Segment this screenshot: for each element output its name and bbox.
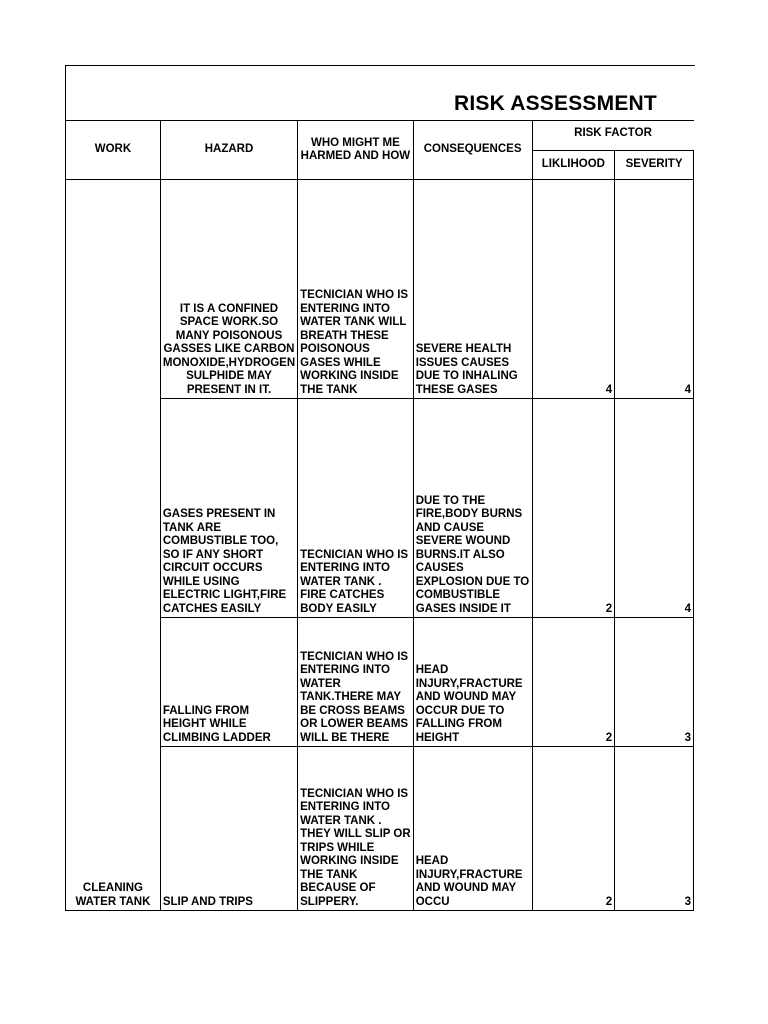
likelihood-cell: 2 <box>532 399 615 618</box>
hazard-cell: SLIP AND TRIPS <box>160 747 297 911</box>
consequences-cell: DUE TO THE FIRE,BODY BURNS AND CAUSE SEVERE WOUND BURNS.IT ALSO CAUSES EXPLOSION DUE TO COMBUSTIBLE GASES INSIDE IT <box>413 399 532 618</box>
table-row <box>66 399 694 618</box>
header-who: WHO MIGHT ME HARMED AND HOW <box>298 121 414 180</box>
consequences-cell: HEAD INJURY,FRACTURE AND WOUND MAY OCCUR DUE TO FALLING FROM HEIGHT <box>413 618 532 747</box>
header-likelihood: LIKLIHOOD <box>532 151 615 180</box>
who-cell: TECNICIAN WHO IS ENTERING INTO WATER TANK.THERE MAY BE CROSS BEAMS OR LOWER BEAMS WILL BE THERE <box>298 618 414 747</box>
table-row <box>66 747 694 911</box>
risk-table <box>65 120 694 911</box>
hazard-cell: IT IS A CONFINED SPACE WORK.SO MANY POISONOUS GASSES LIKE CARBON MONOXIDE,HYDROGEN SULPHIDE MAY PRESENT IN IT. <box>160 180 297 399</box>
page-title: RISK ASSESSMENT <box>454 92 657 115</box>
severity-cell: 4 <box>615 180 694 399</box>
hazard-cell: GASES PRESENT IN TANK ARE COMBUSTIBLE TOO, SO IF ANY SHORT CIRCUIT OCCURS WHILE USING ELECTRIC LIGHT,FIRE CATCHES EASILY <box>160 399 297 618</box>
consequences-cell: HEAD INJURY,FRACTURE AND WOUND MAY OCCU <box>413 747 532 911</box>
who-cell: TECNICIAN WHO IS ENTERING INTO WATER TANK . FIRE CATCHES BODY EASILY <box>298 399 414 618</box>
table-row <box>66 618 694 747</box>
consequences-cell: SEVERE HEALTH ISSUES CAUSES DUE TO INHALING THESE GASES <box>413 180 532 399</box>
who-cell: TECNICIAN WHO IS ENTERING INTO WATER TANK WILL BREATH THESE POISONOUS GASES WHILE WORKING INSIDE THE TANK <box>298 180 414 399</box>
who-cell: TECNICIAN WHO IS ENTERING INTO WATER TANK . THEY WILL SLIP OR TRIPS WHILE WORKING INSIDE THE TANK BECAUSE OF SLIPPERY. <box>298 747 414 911</box>
header-consequences: CONSEQUENCES <box>413 121 532 180</box>
severity-cell: 4 <box>615 399 694 618</box>
header-work: WORK <box>66 121 161 180</box>
header-risk-factor: RISK FACTOR <box>532 121 693 151</box>
hazard-cell: FALLING FROM HEIGHT WHILE CLIMBING LADDER <box>160 618 297 747</box>
likelihood-cell: 4 <box>532 180 615 399</box>
header-row-1 <box>66 121 694 151</box>
work-cell: CLEANING WATER TANK <box>66 180 161 911</box>
table-row <box>66 180 694 399</box>
severity-cell: 3 <box>615 747 694 911</box>
title-row <box>65 65 695 121</box>
severity-cell: 3 <box>615 618 694 747</box>
header-severity: SEVERITY <box>615 151 694 180</box>
likelihood-cell: 2 <box>532 618 615 747</box>
likelihood-cell: 2 <box>532 747 615 911</box>
header-hazard: HAZARD <box>160 121 297 180</box>
